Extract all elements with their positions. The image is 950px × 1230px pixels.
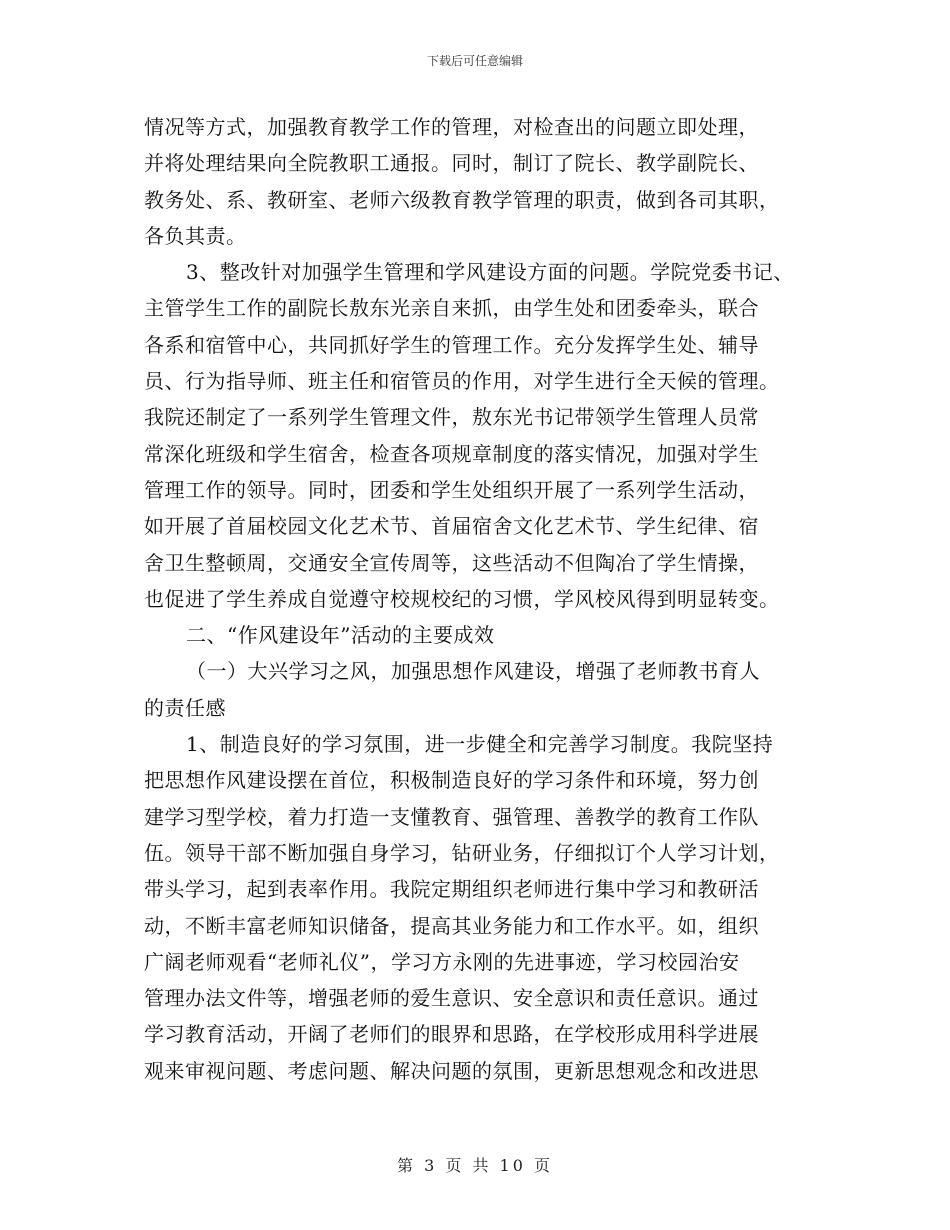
text-line: 带头学习，起到表率作用。我院定期组织老师进行集中学习和教研活 (144, 877, 759, 902)
text-line: 二、“作风建设年”活动的主要成效 (186, 623, 495, 648)
text-line: 舍卫生整顿周，交通安全宣传周等，这些活动不但陶冶了学生情操， (144, 550, 759, 575)
text-line: 3、整改针对加强学生管理和学风建设方面的问题。学院党委书记、 (186, 260, 794, 285)
text-line: 建学习型学校，着力打造一支懂教育、强管理、善教学的教育工作队 (144, 804, 759, 829)
page-footer: 第 3 页 共 10 页 (397, 1156, 553, 1175)
page-header: 下载后可任意编辑 (426, 54, 523, 68)
text-line: 广阔老师观看“老师礼仪”，学习方永刚的先进事迹，学习校园治安 (144, 949, 740, 974)
text-line: 教务处、系、教研室、老师六级教育教学管理的职责，做到各司其职， (144, 187, 780, 212)
text-line: 各负其责。 (144, 223, 247, 248)
text-line: （一）大兴学习之风，加强思想作风建设，增强了老师教书育人 (186, 659, 760, 684)
text-line: 如开展了首届校园文化艺术节、首届宿舍文化艺术节、学生纪律、宿 (144, 514, 759, 539)
text-line: 情况等方式，加强教育教学工作的管理，对检查出的问题立即处理， (144, 115, 759, 139)
text-line: 我院还制定了一系列学生管理文件，敖东光书记带领学生管理人员常 (144, 405, 759, 430)
text-line: 常深化班级和学生宿舍，检查各项规章制度的落实情况，加强对学生 (144, 441, 759, 466)
text-line: 的责任感 (144, 695, 226, 720)
text-line: 并将处理结果向全院教职工通报。同时，制订了院长、教学副院长、 (144, 151, 759, 176)
document-body (144, 112, 824, 1092)
text-line: 把思想作风建设摆在首位，积极制造良好的学习条件和环境，努力创 (144, 768, 759, 793)
text-line: 各系和宿管中心，共同抓好学生的管理工作。充分发挥学生处、辅导 (144, 332, 759, 357)
text-line: 动，不断丰富老师知识储备，提高其业务能力和工作水平。如，组织 (144, 913, 759, 938)
text-line: 员、行为指导师、班主任和宿管员的作用，对学生进行全天候的管理。 (144, 369, 780, 394)
text-line: 学习教育活动，开阔了老师们的眼界和思路，在学校形成用科学进展 (144, 1022, 759, 1047)
text-line: 观来审视问题、考虑问题、解决问题的氛围，更新思想观念和改进思 (144, 1058, 759, 1083)
text-line: 主管学生工作的副院长敖东光亲自来抓，由学生处和团委牵头，联合 (144, 296, 759, 321)
text-line: 1、制造良好的学习氛围，进一步健全和完善学习制度。我院坚持 (186, 732, 774, 757)
text-line: 管理办法文件等，增强老师的爱生意识、安全意识和责任意识。通过 (144, 986, 759, 1011)
text-line: 管理工作的领导。同时，团委和学生处组织开展了一系列学生活动， (144, 477, 759, 502)
text-line: 也促进了学生养成自觉遵守校规校纪的习惯，学风校风得到明显转变。 (144, 586, 780, 611)
text-line: 伍。领导干部不断加强自身学习，钻研业务，仔细拟订个人学习计划， (144, 840, 780, 865)
